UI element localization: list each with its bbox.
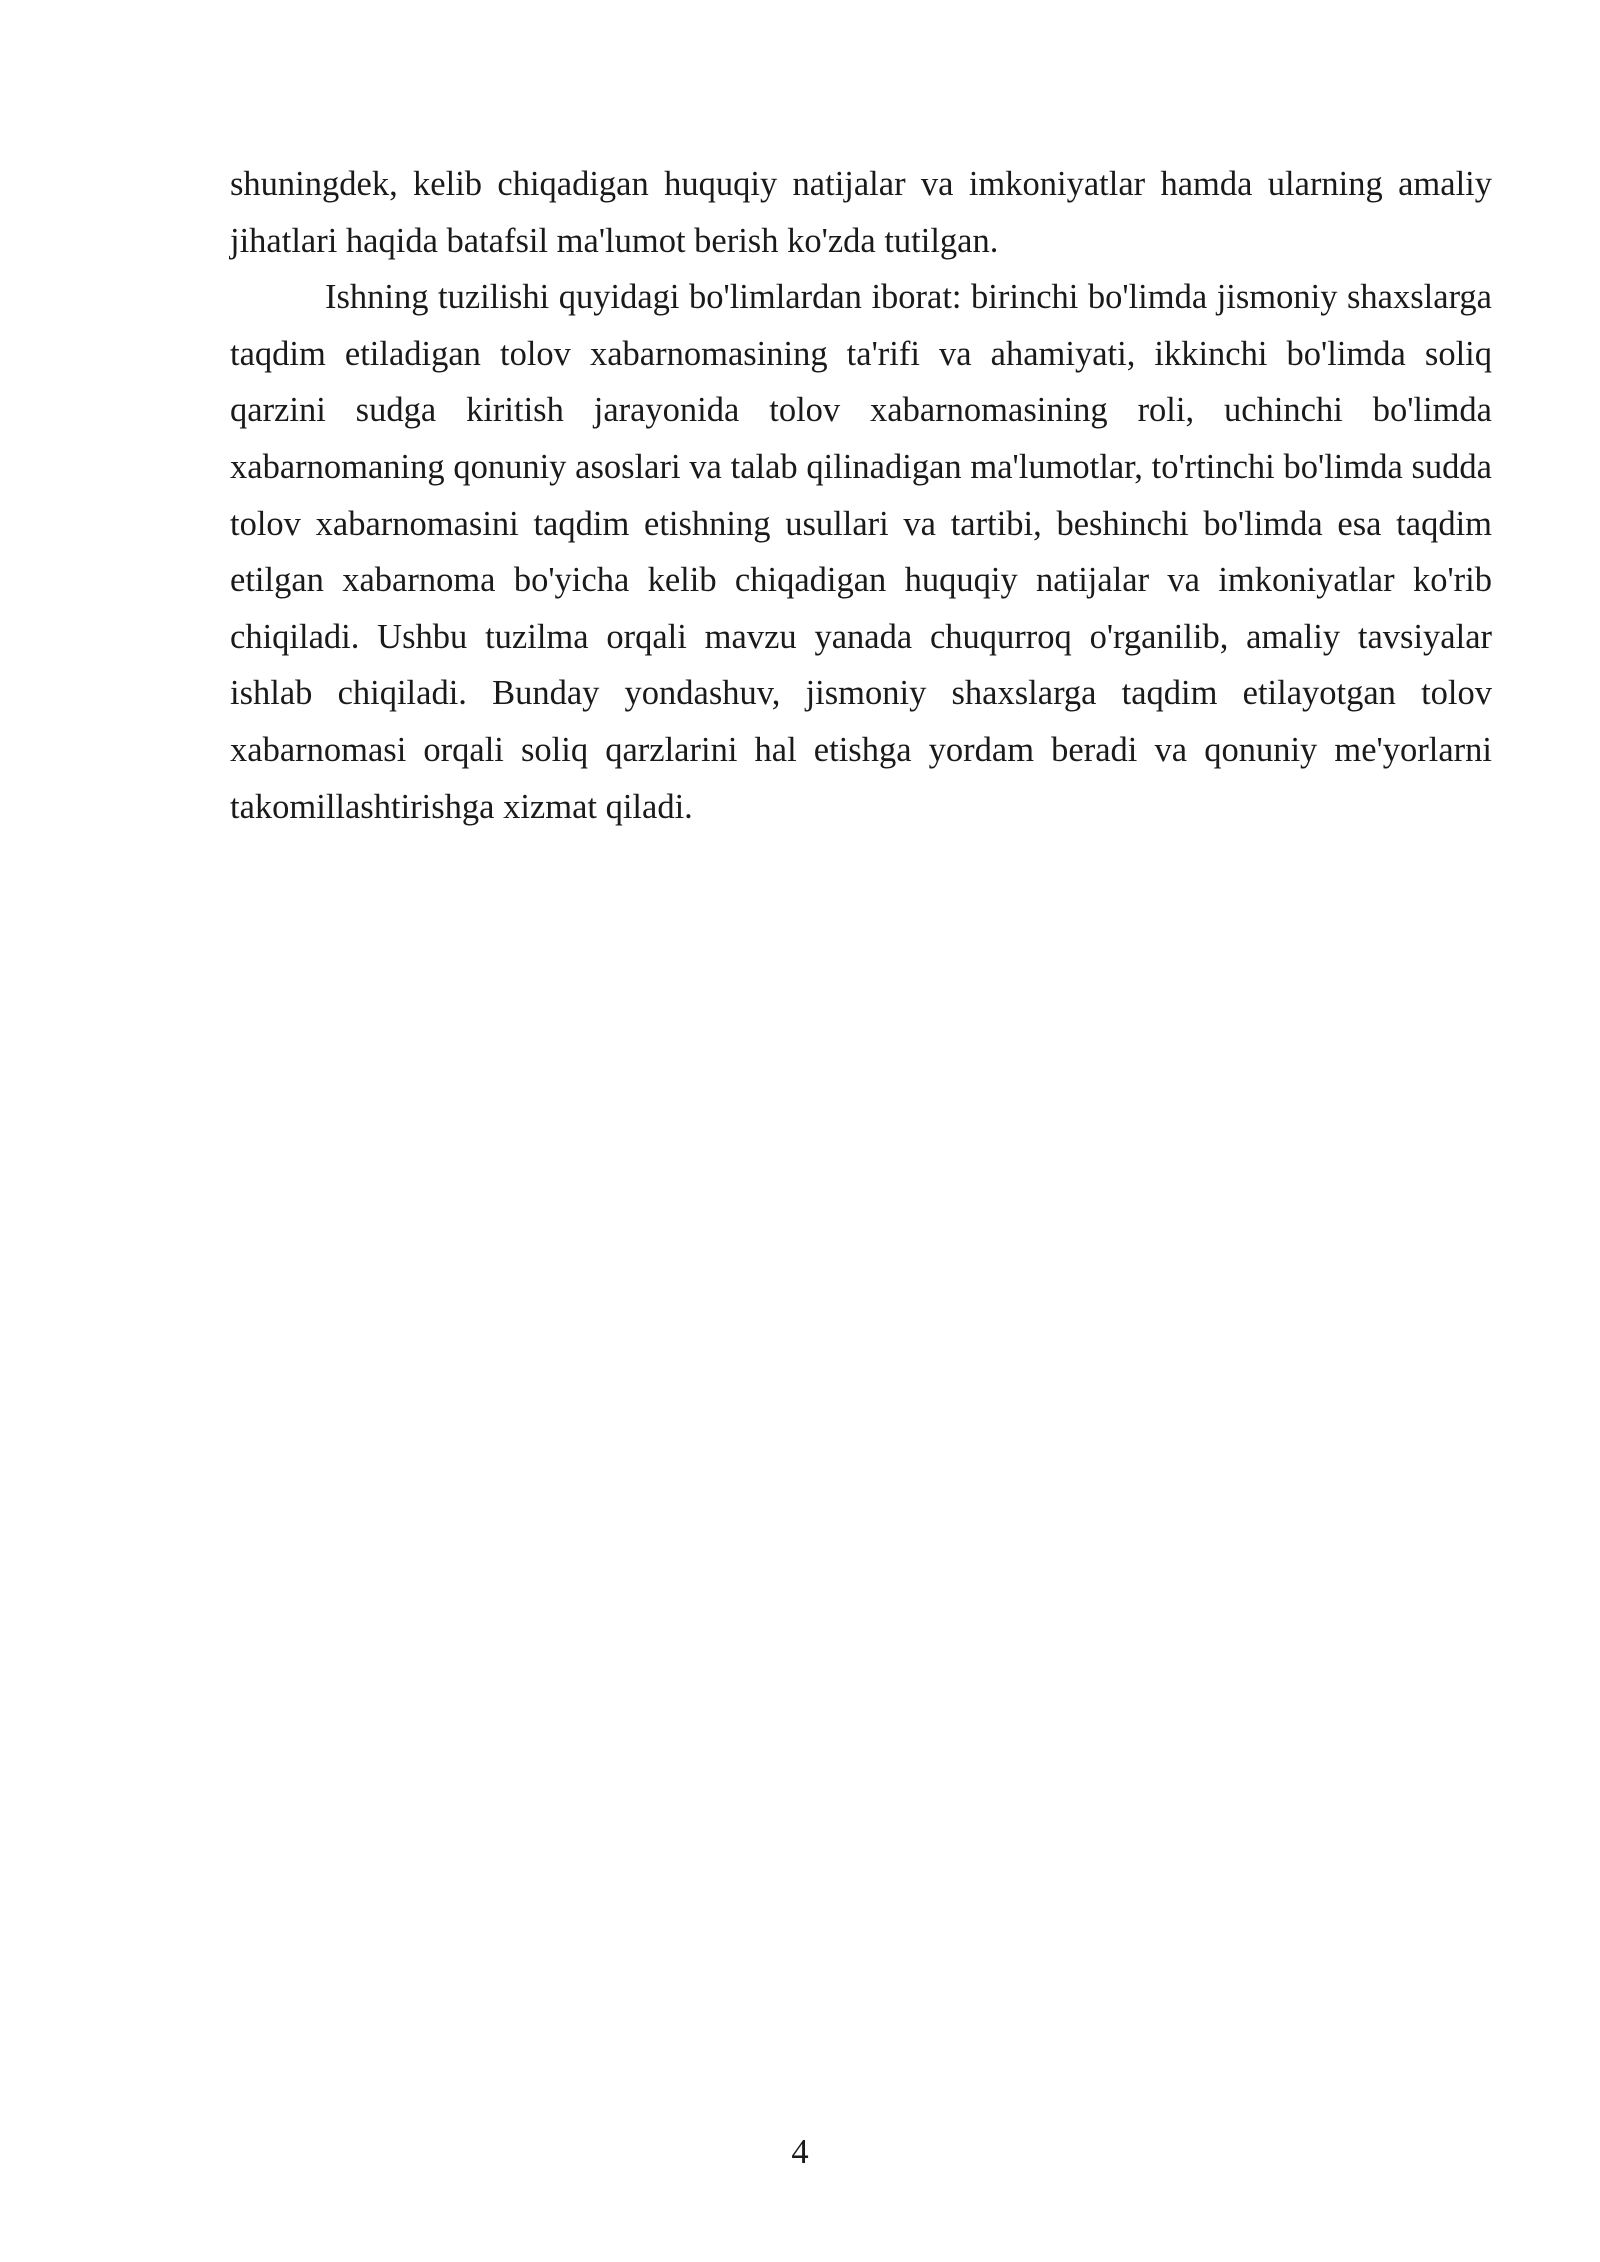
page-number: 4 bbox=[791, 2133, 809, 2171]
paragraph-structure: Ishning tuzilishi quyidagi bo'limlardan iborat: birinchi bo'limda jismoniy shaxslarga taqdim etiladigan tolov xabarnomasining ta'rifi va ahamiyati, ikkinchi bo'limda soliq qarzini sudga kiritish jarayonida tolov xabarnomasining roli, uchinchi bo'limda xabarnomaning qonuniy asoslari va talab qilinadigan ma'lumotlar, to'rtinchi bo'limda sudda tolov xabarnomasini taqdim etishning usullari va tartibi, beshinchi bo'limda esa taqdim etilgan xabarnoma bo'yicha kelib chiqadigan huquqiy natijalar va imkoniyatlar ko'rib chiqiladi. Ushbu tuzilma orqali mavzu yanada chuqurroq o'rganilib, amaliy tavsiyalar ishlab chiqiladi. Bunday yondashuv, jismoniy shaxslarga taqdim etilayotgan tolov xabarnomasi orqali soliq qarzlarini hal etishga yordam beradi va qonuniy me'yorlarni takomillashtirishga xizmat qiladi. bbox=[230, 278, 1492, 826]
paragraph-continuation: shuningdek, kelib chiqadigan huquqiy natijalar va imkoniyatlar hamda ularning amaliy jihatlari haqida batafsil ma'lumot berish ko'zda tutilgan. bbox=[230, 165, 1492, 260]
document-body bbox=[230, 156, 1492, 835]
